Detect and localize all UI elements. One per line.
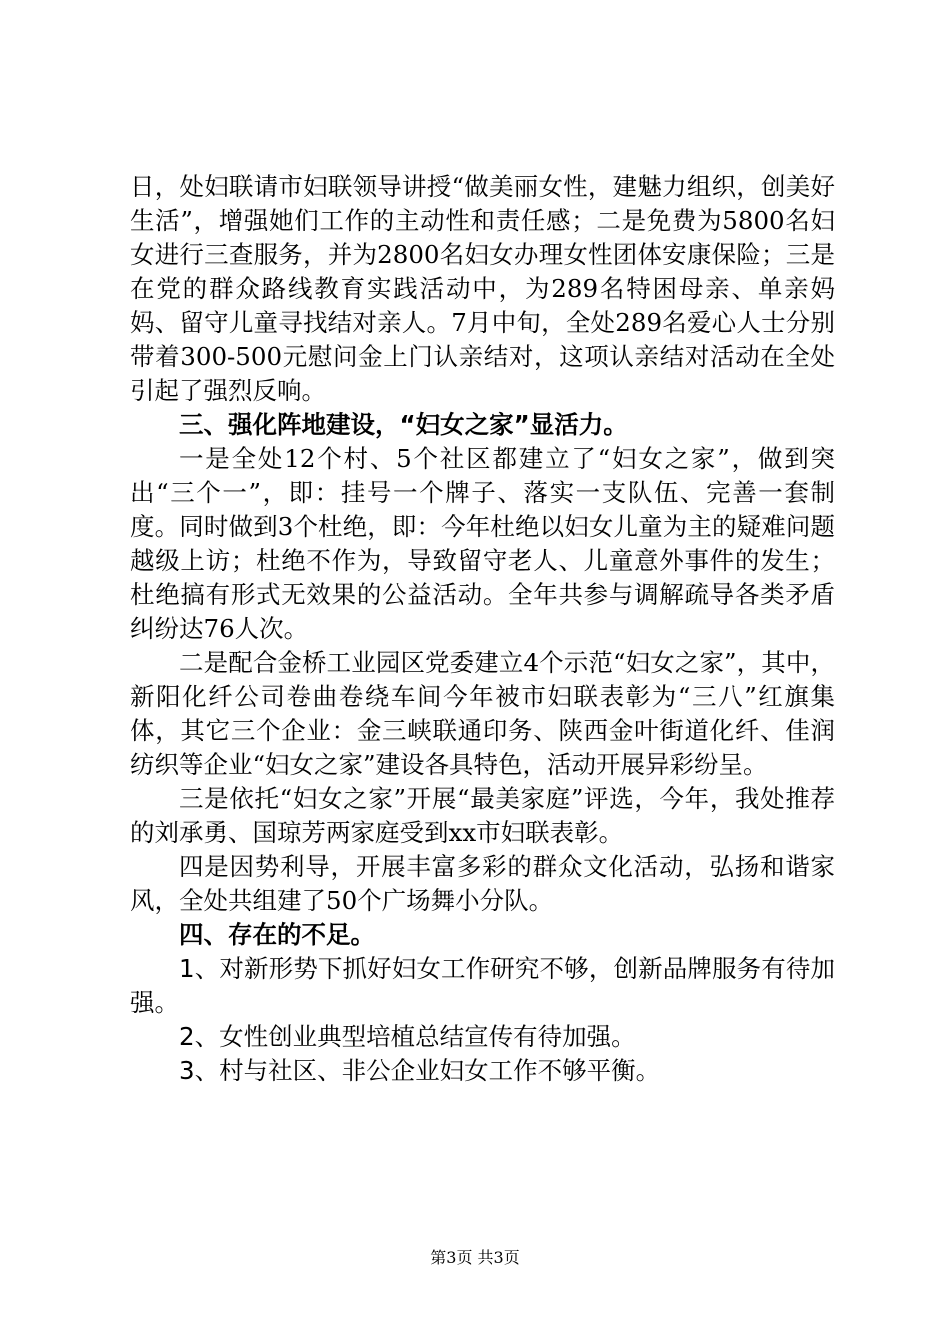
page-footer: 第3页 共3页 <box>430 1248 520 1267</box>
document-body <box>130 170 835 1088</box>
section-heading-4: 四、存在的不足。 <box>179 920 375 949</box>
paragraph-continuation: 日，处妇联请市妇联领导讲授“做美丽女性，建魅力组织，创美好生活”，增强她们工作的主动性和责任感；二是免费为5800名妇女进行三查服务，并为2800名妇女办理女性团体安康保险；三是在党的群众路线教育实践活动中，为289名特困母亲、单亲妈妈、留守儿童寻找结对亲人。7月中旬，全处289名爱心人士分别带着300-500元慰问金上门认亲结对，这项认亲结对活动在全处引起了强烈反响。 <box>130 172 835 405</box>
shortcoming-3: 3、村与社区、非公企业妇女工作不够平衡。 <box>179 1056 661 1085</box>
shortcoming-2: 2、女性创业典型培植总结宣传有待加强。 <box>179 1022 636 1051</box>
paragraph-item-3: 三是依托“妇女之家”开展“最美家庭”评选，今年，我处推荐的刘承勇、国琼芳两家庭受到xx市妇联表彰。 <box>130 784 835 847</box>
shortcoming-1: 1、对新形势下抓好妇女工作研究不够，创新品牌服务有待加强。 <box>130 954 835 1017</box>
paragraph-item-4: 四是因势利导，开展丰富多彩的群众文化活动，弘扬和谐家风，全处共组建了50个广场舞小分队。 <box>130 852 835 915</box>
paragraph-item-1: 一是全处12个村、5个社区都建立了“妇女之家”，做到突出“三个一”，即：挂号一个牌子、落实一支队伍、完善一套制度。同时做到3个杜绝，即：今年杜绝以妇女儿童为主的疑难问题越级上访；杜绝不作为，导致留守老人、儿童意外事件的发生；杜绝搞有形式无效果的公益活动。全年共参与调解疏导各类矛盾纠纷达76人次。 <box>130 444 835 643</box>
paragraph-item-2: 二是配合金桥工业园区党委建立4个示范“妇女之家”，其中，新阳化纤公司卷曲卷绕车间今年被市妇联表彰为“三八”红旗集体，其它三个企业：金三峡联通印务、陕西金叶街道化纤、佳润纺织等企业“妇女之家”建设各具特色，活动开展异彩纷呈。 <box>130 648 835 779</box>
section-heading-3: 三、强化阵地建设，“妇女之家”显活力。 <box>179 410 628 439</box>
